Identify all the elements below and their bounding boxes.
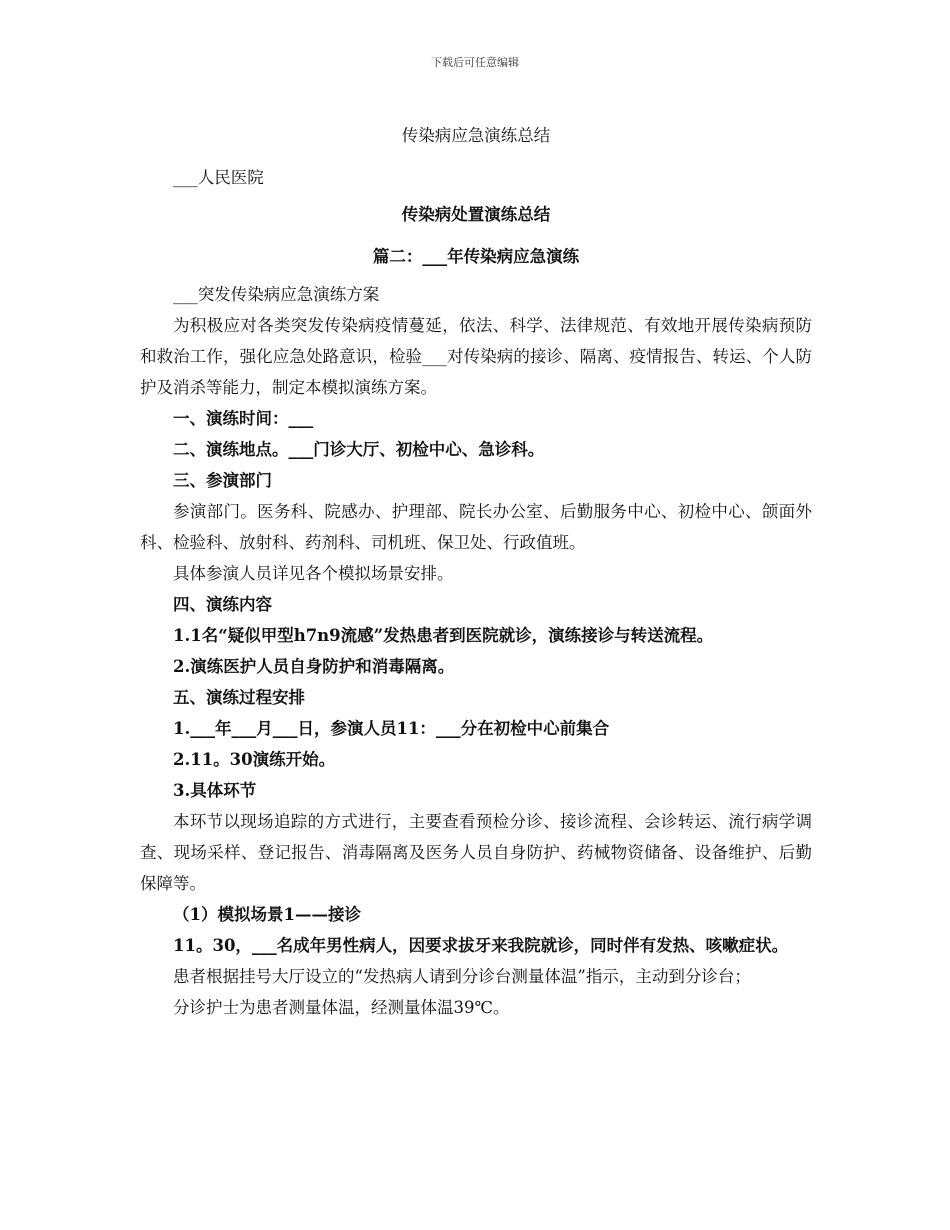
scene-1-heading: （1）模拟场景1——接诊 (173, 905, 361, 924)
process-paragraph: 本环节以现场追踪的方式进行，主要查看预检分诊、接诊流程、会诊转运、流行病学调查、现场采样、登记报告、消毒隔离及医务人员自身防护、药械物资储备、设备维护、后勤保障等。 (140, 812, 812, 893)
heading-chapter-two: 篇二：___年传染病应急演练 (372, 247, 580, 266)
section-time: 一、演练时间：___ (173, 409, 314, 428)
document-body (140, 120, 812, 1023)
departments-note: 具体参演人员详见各个模拟场景安排。 (173, 564, 454, 583)
process-item-3: 3.具体环节 (173, 781, 257, 800)
section-process: 五、演练过程安排 (173, 688, 305, 707)
organization-name: ___人民医院 (173, 168, 264, 187)
process-item-2: 2.11。30演练开始。 (173, 750, 336, 769)
content-item-1: 1.1名“疑似甲型h7n9流感”发热患者到医院就诊，演练接诊与转送流程。 (173, 626, 714, 645)
document-title: 传染病应急演练总结 (401, 126, 551, 145)
scene-1-description: 11。30，___名成年男性病人，因要求拔牙来我院就诊，同时伴有发热、咳嗽症状。 (173, 936, 789, 955)
intro-paragraph: 为积极应对各类突发传染病疫情蔓延，依法、科学、法律规范、有效地开展传染病预防和救治工作，强化应急处路意识，检验___对传染病的接诊、隔离、疫情报告、转运、个人防护及消杀等能力，制定本模拟演练方案。 (140, 316, 812, 397)
heading-summary: 传染病处置演练总结 (401, 205, 551, 224)
departments-paragraph: 参演部门。医务科、院感办、护理部、院长办公室、后勤服务中心、初检中心、颌面外科、检验科、放射科、药剂科、司机班、保卫处、行政值班。 (140, 502, 812, 552)
page-header-note: 下载后可任意编辑 (431, 56, 519, 69)
content-item-2: 2.演练医护人员自身防护和消毒隔离。 (173, 657, 455, 676)
process-item-1: 1.___年___月___日，参演人员11：___分在初检中心前集合 (173, 719, 610, 738)
plan-title: ___突发传染病应急演练方案 (173, 285, 380, 304)
section-location: 二、演练地点。___门诊大厅、初检中心、急诊科。 (173, 440, 545, 459)
scene-1-paragraph-2: 分诊护士为患者测量体温，经测量体温39℃。 (173, 998, 510, 1017)
section-content: 四、演练内容 (173, 595, 272, 614)
scene-1-paragraph-1: 患者根据挂号大厅设立的“发热病人请到分诊台测量体温”指示，主动到分诊台； (173, 967, 751, 986)
section-departments: 三、参演部门 (173, 471, 272, 490)
